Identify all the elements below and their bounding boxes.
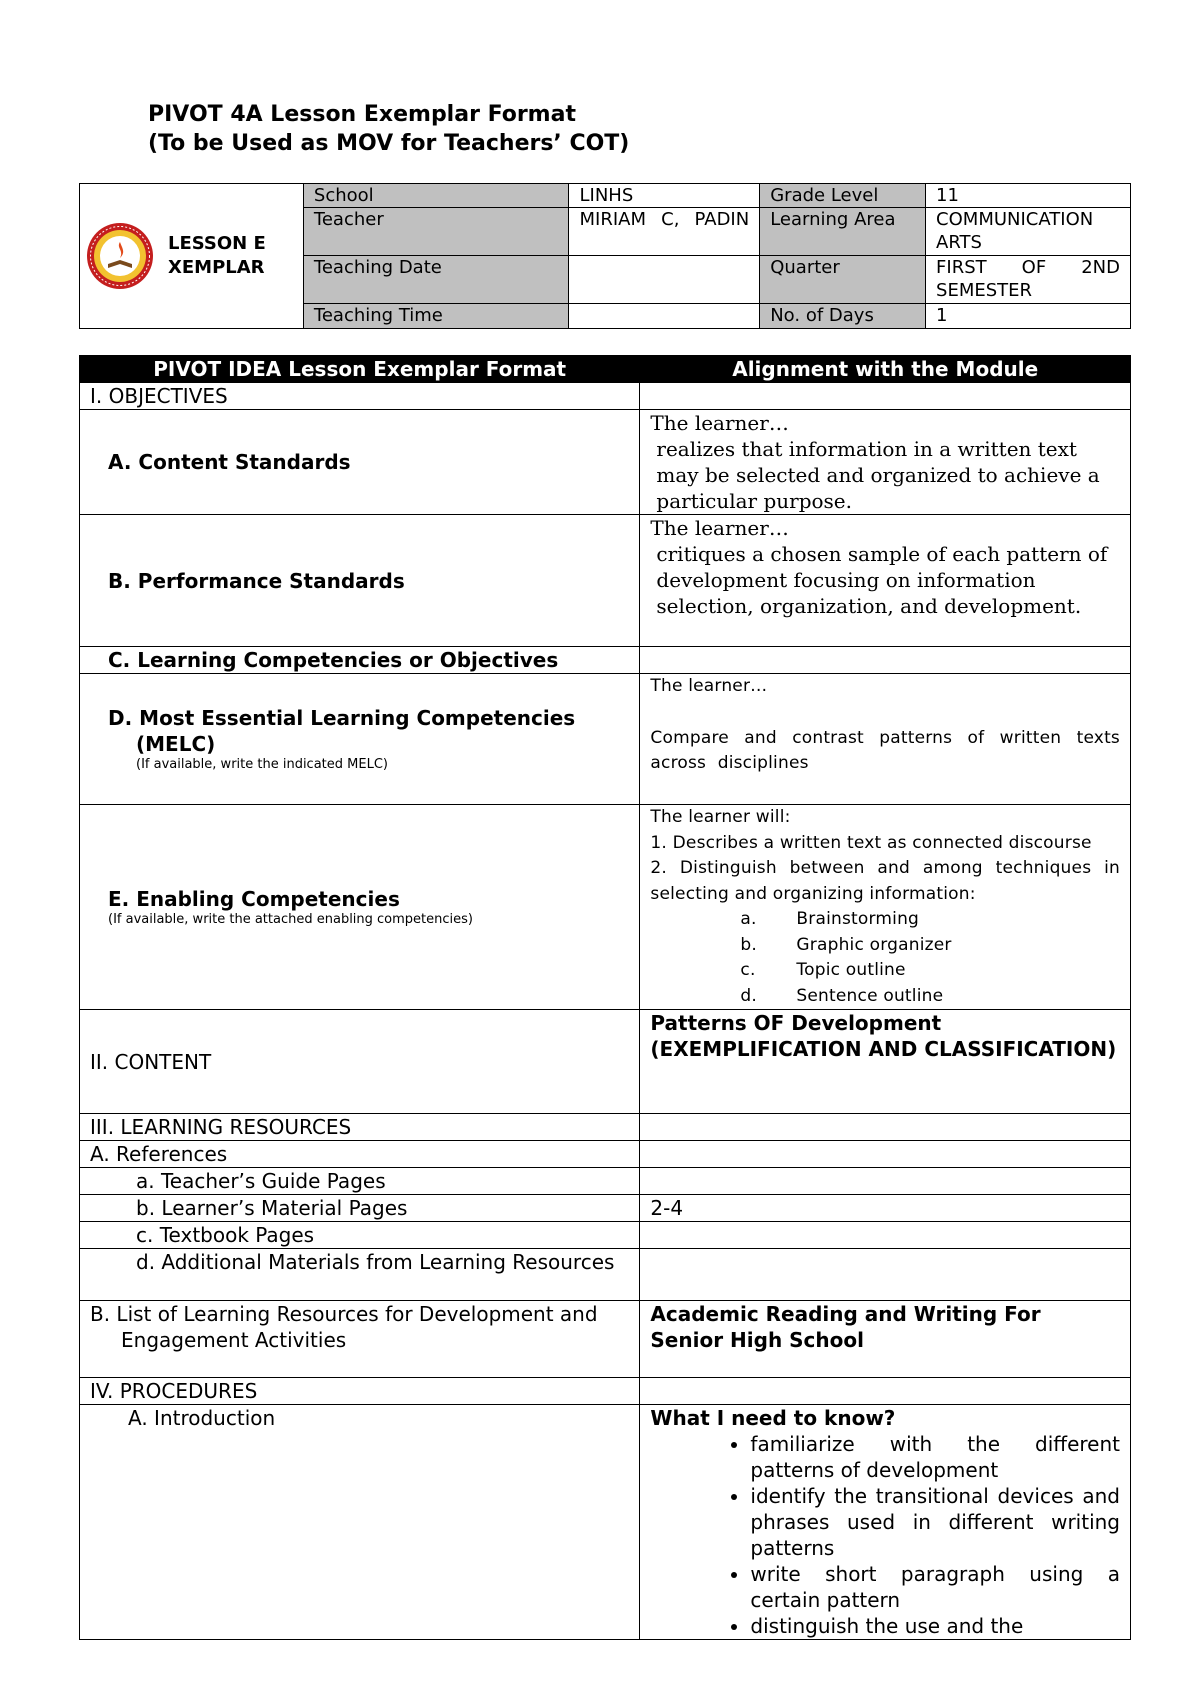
objectives-heading: I. OBJECTIVES — [80, 383, 640, 410]
enabling-title: E. Enabling Competencies — [108, 887, 400, 911]
list-item: a. Brainstorming — [740, 909, 920, 929]
teacher-value: MIRIAM C, PADIN — [569, 208, 760, 256]
content-value: Patterns OF Development (EXEMPLIFICATION AND CLASSIFICATION) — [640, 1010, 1131, 1114]
list-item: • familiarize with the different patterns of development — [750, 1431, 1120, 1483]
enabling-item-2: 2. Distinguish between and among techniques in selecting and organizing information: — [650, 858, 1120, 904]
content-standards-lead: The learner… — [650, 411, 789, 435]
learning-competencies-label: C. Learning Competencies or Objectives — [80, 647, 640, 674]
document-title — [148, 100, 629, 158]
days-value: 1 — [926, 304, 1131, 329]
introduction-label: A. Introduction — [80, 1405, 640, 1640]
performance-standards-value — [640, 515, 1131, 647]
list-of-resources-label: B. List of Learning Resources for Development and Engagement Activities — [80, 1301, 640, 1378]
lesson-exemplar-table — [79, 355, 1131, 1640]
introduction-value — [640, 1405, 1131, 1640]
references-value — [640, 1141, 1131, 1168]
teaching-time-label: Teaching Time — [303, 304, 569, 329]
teachers-guide-pages-label: a. Teacher’s Guide Pages — [80, 1168, 640, 1195]
references-label: A. References — [80, 1141, 640, 1168]
enabling-competencies-value — [640, 805, 1131, 1010]
school-seal-icon — [86, 222, 154, 290]
teaching-date-label: Teaching Date — [303, 256, 569, 304]
enabling-note: (If available, write the attached enabling competencies) — [108, 912, 473, 927]
enabling-item-1: 1. Describes a written text as connected discourse — [650, 832, 1092, 853]
content-standards-label: A. Content Standards — [80, 410, 640, 515]
melc-text: Compare and contrast patterns of written texts across disciplines — [650, 727, 1120, 773]
grade-level-value: 11 — [926, 184, 1131, 208]
teaching-date-value — [569, 256, 760, 304]
procedures-value — [640, 1378, 1131, 1405]
title-line-1: PIVOT 4A Lesson Exemplar Format — [148, 102, 576, 127]
enabling-technique-list — [650, 907, 1120, 1009]
performance-standards-label: B. Performance Standards — [80, 515, 640, 647]
performance-standards-text: critiques a chosen sample of each pattern of development focusing on information selection, organization, and development. — [656, 542, 1108, 618]
learning-resources-value — [640, 1114, 1131, 1141]
quarter-value: FIRST OF 2ND SEMESTER — [926, 256, 1131, 304]
procedures-heading: IV. PROCEDURES — [80, 1378, 640, 1405]
list-item: b. Graphic organizer — [740, 934, 952, 955]
additional-materials-value — [640, 1249, 1131, 1301]
enabling-competencies-label — [80, 805, 640, 1010]
learning-area-value: COMMUNICATION ARTS — [926, 208, 1131, 256]
learners-material-pages-value: 2-4 — [640, 1195, 1131, 1222]
list-item: c. Topic outline — [740, 960, 906, 980]
content-standards-value — [640, 410, 1131, 515]
lesson-header-table — [79, 183, 1131, 329]
list-item: • write short paragraph using a certain pattern — [750, 1561, 1120, 1613]
additional-materials-label: d. Additional Materials from Learning Resources — [80, 1249, 640, 1301]
list-item: • identify the transitional devices and phrases used in different writing patterns — [750, 1483, 1120, 1561]
column-header-alignment: Alignment with the Module — [640, 356, 1131, 383]
objectives-value — [640, 383, 1131, 410]
column-header-format: PIVOT IDEA Lesson Exemplar Format — [80, 356, 640, 383]
list-item: • distinguish the use and the — [750, 1613, 1120, 1639]
introduction-objectives-list — [650, 1431, 1120, 1639]
days-label: No. of Days — [760, 304, 926, 329]
melc-label — [80, 674, 640, 805]
learners-material-pages-label: b. Learner’s Material Pages — [80, 1195, 640, 1222]
textbook-pages-label: c. Textbook Pages — [80, 1222, 640, 1249]
list-item: d. Sentence outline — [740, 985, 944, 1006]
school-value: LINHS — [569, 184, 760, 208]
teacher-label: Teacher — [303, 208, 569, 256]
melc-value — [640, 674, 1131, 805]
melc-note: (If available, write the indicated MELC) — [136, 757, 388, 772]
teaching-time-value — [569, 304, 760, 329]
performance-standards-lead: The learner… — [650, 516, 789, 540]
quarter-label: Quarter — [760, 256, 926, 304]
list-of-resources-value: Academic Reading and Writing For Senior High School — [640, 1301, 1131, 1378]
learning-resources-heading: III. LEARNING RESOURCES — [80, 1114, 640, 1141]
content-heading: II. CONTENT — [80, 1010, 640, 1114]
grade-level-label: Grade Level — [760, 184, 926, 208]
melc-lead: The learner… — [650, 676, 768, 696]
lesson-exemplar-label: LESSON EXEMPLAR — [168, 233, 266, 278]
title-line-2: (To be Used as MOV for Teachers’ COT) — [148, 131, 630, 156]
content-standards-text: realizes that information in a written text may be selected and organized to achieve a particular purpose. — [656, 437, 1100, 513]
melc-title: D. Most Essential Learning Competencies (MELC) — [108, 706, 576, 756]
school-label: School — [303, 184, 569, 208]
teachers-guide-pages-value — [640, 1168, 1131, 1195]
introduction-heading: What I need to know? — [650, 1406, 896, 1430]
lesson-logo-cell — [80, 184, 304, 329]
textbook-pages-value — [640, 1222, 1131, 1249]
enabling-lead: The learner will: — [650, 807, 791, 827]
learning-area-label: Learning Area — [760, 208, 926, 256]
learning-competencies-value — [640, 647, 1131, 674]
